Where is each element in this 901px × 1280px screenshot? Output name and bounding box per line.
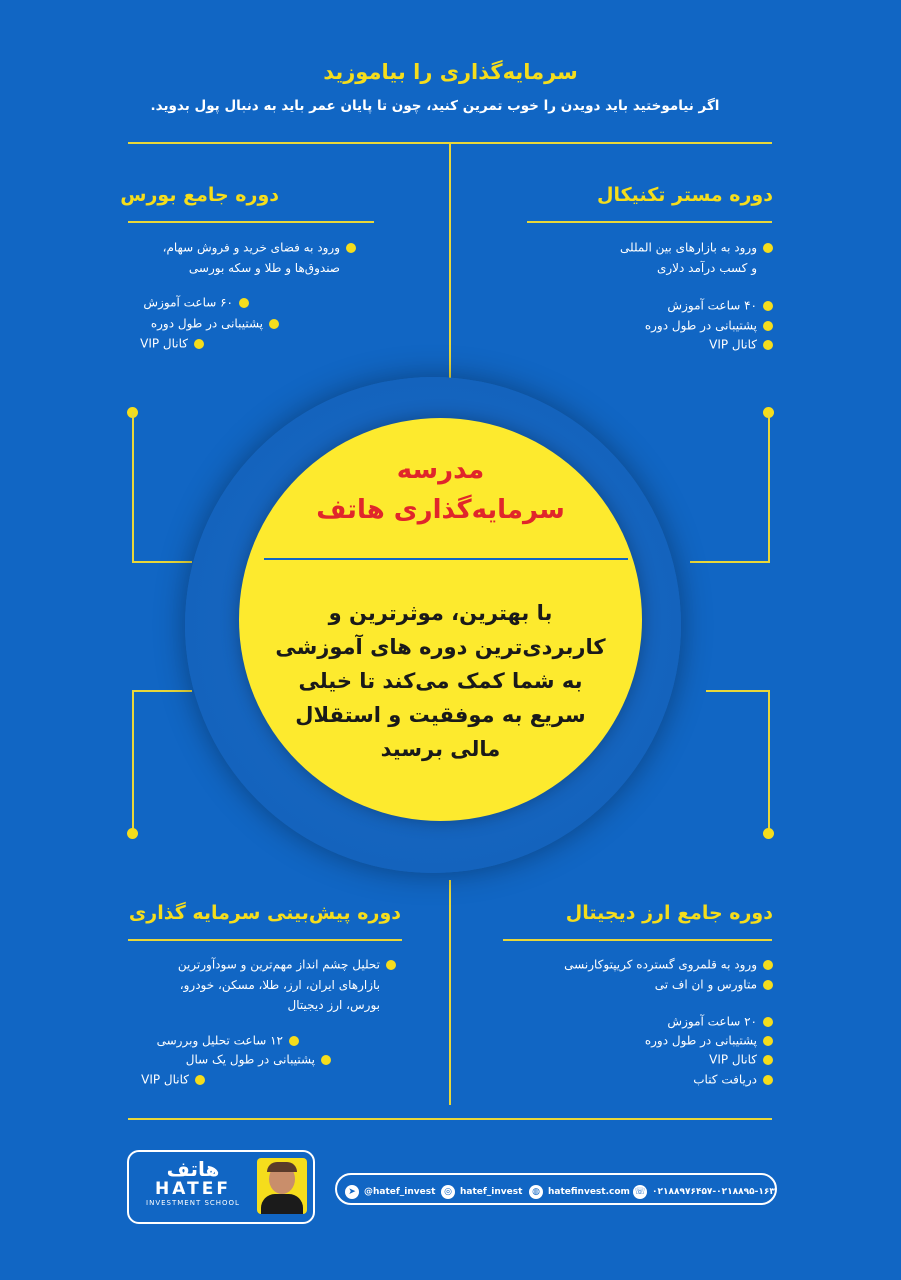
course-bullet: کانال VIP [709,1049,773,1070]
connector-dot [127,828,138,839]
globe-icon: ◍ [529,1185,543,1199]
logo-fa: هاتف [166,1157,220,1181]
connector-line [690,561,770,563]
course-divider [527,221,772,223]
course-divider [128,939,402,941]
bottom-center-connector [449,880,451,1105]
page-subtitle: اگر نیاموختید باید دویدن را خوب تمرین کنید، چون تا پایان عمر باید به دنبال پول بدوید. [150,98,720,114]
course-bullet: ورود به فضای خرید و فروش سهام، صندوق‌ها و طلا و سکه بورسی [163,237,356,278]
instagram-link[interactable]: ◎ hatef_invest [441,1181,522,1200]
website-link[interactable]: ◍ hatefinvest.com [529,1181,630,1200]
center-body: با بهترین، موثرترین و کاربردی‌ترین دوره های آموزشی به شما کمک می‌کند تا خیلی سریع به موفقیت و استقلال مالی برسید [275,601,606,761]
logo-box [127,1150,315,1224]
course-bullet: تحلیل چشم انداز مهم‌ترین و سودآورترین بازارهای ایران، ارز، طلا، مسکن، خودرو، بورس، ارز دیجیتال [178,954,396,1015]
course-bullet: ورود به بازارهای بین المللی و کسب درآمد دلاری [620,237,773,278]
logo-sub: INVESTMENT SCHOOL [146,1199,240,1207]
connector-line [132,690,192,692]
founder-photo [257,1158,307,1214]
course-bullet: دریافت کتاب [693,1069,773,1090]
telegram-icon: ➤ [345,1185,359,1199]
instagram-icon: ◎ [441,1185,455,1199]
connector-line [706,690,770,692]
center-divider [264,558,628,560]
connector-line [768,412,770,562]
course-bullet: کانال VIP [141,1069,205,1090]
course-bullet: کانال VIP [140,333,204,354]
connector-line [132,412,134,562]
course-bullet: پشتیبانی در طول دوره [645,315,773,336]
course-bullet: ۱۲ ساعت تحلیل وبررسی [157,1030,299,1051]
logo-en: HATEF [155,1179,231,1199]
course-title-forecast: دوره پیش‌بینی سرمایه گذاری [128,902,401,924]
course-title-bourse: دوره جامع بورس [120,184,279,206]
phone-icon: ☏ [634,1186,646,1197]
course-bullet: ۶۰ ساعت آموزش [143,292,249,313]
course-bullet: پشتیبانی در طول یک سال [186,1049,331,1070]
course-title-crypto: دوره جامع ارز دیجیتال [565,902,773,924]
course-bullet: پشتیبانی در طول دوره [151,313,279,334]
center-title: مدرسه سرمایه‌گذاری هاتف [316,455,565,525]
connector-line [768,690,770,830]
course-bullet: ورود به قلمروی گسترده کریپتوکارنسی [564,954,773,975]
footer-divider [128,1118,772,1120]
logo [135,1158,251,1214]
connector-line [132,561,192,563]
course-divider [128,221,374,223]
course-divider [503,939,772,941]
contact-bar [335,1173,777,1205]
phone-number[interactable]: ☏ ۰۲۱۸۸۹۷۶۴۵۷-۰۲۱۸۸۹۵-۱۶۳ [634,1186,775,1197]
telegram-link[interactable]: ➤ @hatef_invest [345,1181,435,1200]
course-bullet: پشتیبانی در طول دوره [645,1030,773,1051]
course-bullet: ۴۰ ساعت آموزش [667,295,773,316]
course-title-technical: دوره مستر تکنیکال [597,184,773,206]
course-bullet: ۲۰ ساعت آموزش [667,1011,773,1032]
course-bullet: متاورس و ان اف تی [655,974,773,995]
connector-line [132,690,134,830]
connector-dot [763,828,774,839]
page-title: سرمایه‌گذاری را بیاموزید [323,60,578,84]
course-bullet: کانال VIP [709,334,773,355]
top-center-connector [449,142,451,387]
